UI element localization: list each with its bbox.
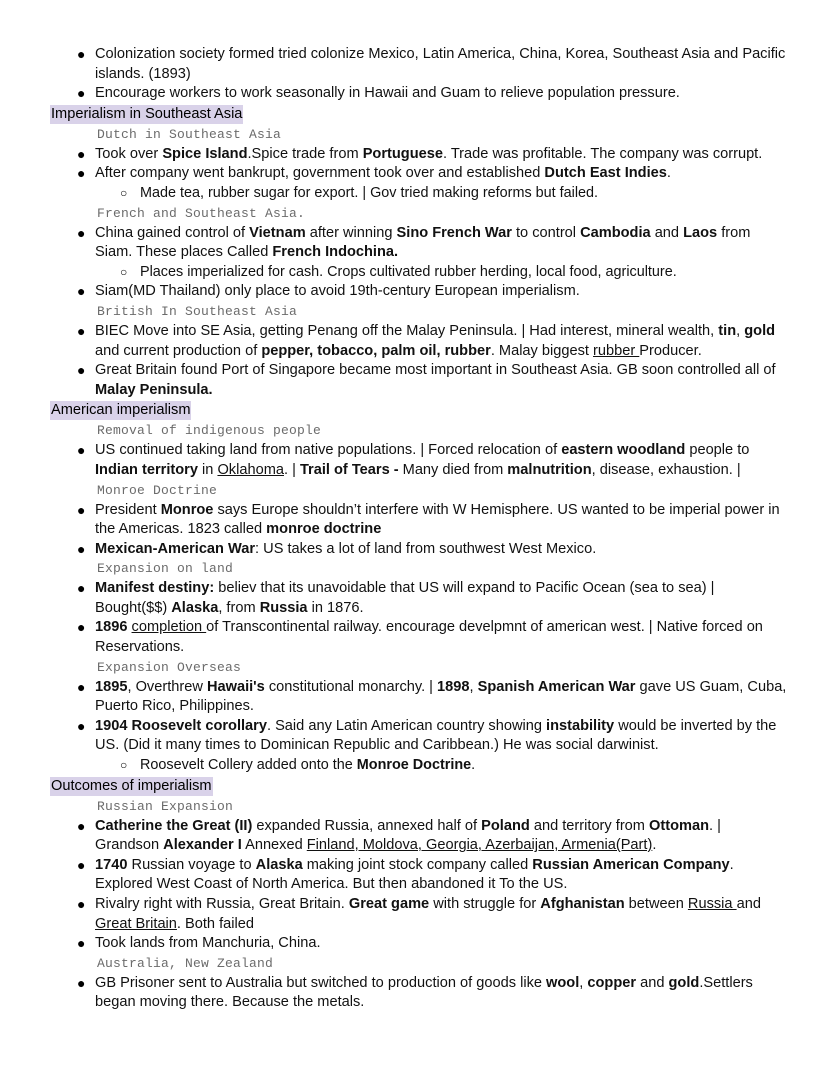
plain-text: , disease, exhaustion. | (591, 461, 741, 478)
underlined-text: Great Britain (95, 915, 177, 932)
plain-text: Made tea, rubber sugar for export. | Gov tried making reforms but failed. (140, 184, 599, 201)
plain-text: and (636, 974, 669, 991)
plain-text: Rivalry right with Russia, Great Britain. (95, 896, 349, 912)
bold-text: Poland (481, 817, 530, 834)
plain-text: . (652, 837, 657, 854)
plain-text: Colonization society formed tried colonize Mexico, Latin America, China, Korea, Southeast Asia and Pacific islands. (1893) (95, 46, 786, 82)
notes-body (50, 45, 788, 1013)
bullet-siam-thailand (77, 282, 788, 302)
bold-text: Dutch East Indies (544, 165, 667, 182)
bullet-encourage-workers (77, 84, 788, 104)
plain-text: and (650, 224, 684, 241)
bold-text: Cambodia (580, 224, 651, 241)
bullet-mexican-american-war (77, 540, 788, 560)
plain-text: BIEC Move into SE Asia, getting Penang off the Malay Peninsula. | Had interest, mineral wealth, (95, 322, 719, 339)
plain-text: GB Prisoner sent to Australia but switched to production of goods like (95, 974, 547, 991)
bullet-transcontinental-railway (77, 618, 788, 657)
bold-text: pepper, tobacco, palm oil, rubber (261, 342, 491, 359)
subheading-expansion-overseas: Expansion Overseas (97, 659, 242, 675)
bullet-places-imperialized-for-cash (120, 263, 788, 283)
bullet-disc-icon: ● (77, 322, 86, 339)
plain-text: , from (218, 599, 260, 616)
bullet-great-game (77, 895, 788, 934)
bullet-text (95, 541, 596, 557)
bullet-disc-icon: ● (77, 856, 86, 873)
plain-text: would be inverted by the US. (Did it many times to Dominican Republic and Caribbean.) He was social darwinist. (95, 717, 777, 754)
plain-text: to control (511, 224, 581, 241)
bullet-disc-icon: ● (77, 540, 86, 557)
underlined-text: completion (131, 619, 207, 636)
subheading-australia-new-zealand: Australia, New Zealand (97, 955, 274, 971)
bullet-disc-icon: ● (77, 896, 86, 912)
bold-text: Catherine the Great (II) (95, 817, 253, 834)
heading-imperialism-in-southeast-asia (50, 105, 788, 124)
subheading-dutch-in-southeast-asia: Dutch in Southeast Asia (97, 126, 282, 142)
bullet-text (140, 185, 598, 201)
plain-text: , (736, 322, 745, 339)
bold-text: eastern woodland (561, 442, 686, 459)
bullet-roosevelt-collery (120, 756, 788, 776)
highlight-span: Outcomes of imperialism (51, 777, 212, 794)
plain-text: constitutional monarchy. | (264, 678, 438, 695)
bold-text: Monroe Doctrine (356, 757, 472, 774)
plain-text: in (197, 461, 218, 478)
bold-text: Spanish American War (477, 678, 636, 695)
plain-text: of Transcontinental railway. encourage develpmnt of american west. | Native forced on Reservations. (95, 619, 763, 656)
bullet-russian-american-company (77, 856, 788, 895)
bullet-disc-icon: ● (77, 442, 86, 459)
bold-text: 1904 Roosevelt corollary (95, 717, 267, 734)
bullet-text (95, 225, 750, 261)
plain-text: Producer. (639, 342, 702, 359)
bullet-manchuria (77, 934, 788, 954)
plain-text: after winning (305, 224, 397, 241)
bold-text: French Indochina. (272, 244, 399, 261)
bullet-disc-icon: ● (77, 619, 86, 636)
plain-text: China gained control of (95, 224, 250, 241)
bold-text: Spice Island (162, 145, 248, 162)
subheading-french-and-southeast-asia: French and Southeast Asia. (97, 205, 306, 221)
plain-text: and current production of (95, 342, 262, 359)
bullet-text (140, 264, 677, 280)
bold-text: 1896 (95, 619, 128, 636)
bullet-gb-prisoners-australia (77, 974, 788, 1013)
bullet-circle-icon: ○ (120, 758, 128, 773)
subheading-british-in-southeast-asia: British In Southeast Asia (97, 303, 298, 319)
bullet-roosevelt-corollary (77, 717, 788, 756)
bold-text: Alexander I (163, 837, 242, 854)
bullet-text (95, 323, 775, 359)
bullet-text (95, 165, 671, 181)
bullet-text (95, 935, 321, 951)
bullet-manifest-destiny (77, 579, 788, 618)
subheading-monroe-doctrine: Monroe Doctrine (97, 482, 218, 498)
bullet-biec-malay-peninsula (77, 322, 788, 361)
bold-text: 1740 (95, 856, 128, 873)
plain-text: After company went bankrupt, government took over and established (95, 165, 545, 182)
bullet-disc-icon: ● (77, 46, 86, 62)
plain-text: . Malay biggest (490, 342, 594, 359)
bold-text: monroe doctrine (266, 521, 382, 538)
subheading-expansion-on-land: Expansion on land (97, 561, 234, 577)
bold-text: Great game (348, 896, 430, 912)
bullet-trail-of-tears (77, 441, 788, 480)
plain-text: . Explored West Coast of North America. But then abandoned it To the US. (95, 856, 734, 893)
bold-text: Afghanistan (540, 896, 625, 912)
bullet-disc-icon: ● (77, 362, 86, 379)
plain-text: , Overthrew (127, 678, 207, 695)
bullet-disc-icon: ● (77, 283, 86, 300)
plain-text: Great Britain found Port of Singapore became most important in Southeast Asia. GB soon controlled all of (95, 362, 776, 379)
plain-text: Encourage workers to work seasonally in Hawaii and Guam to relieve population pressure. (95, 85, 680, 102)
bullet-disc-icon: ● (77, 580, 86, 597)
underlined-text: Oklahoma (217, 461, 284, 478)
bold-text: Sino French War (396, 224, 512, 241)
bullet-text (95, 580, 714, 616)
plain-text: Took lands from Manchuria, China. (95, 935, 321, 952)
heading-outcomes-of-imperialism (50, 777, 788, 796)
underlined-text: Russia (687, 896, 737, 912)
plain-text: Roosevelt Collery added onto the (140, 757, 357, 774)
plain-text: US continued taking land from native populations. | Forced relocation of (95, 442, 562, 459)
bullet-disc-icon: ● (77, 85, 86, 102)
highlight-span: American imperialism (51, 402, 191, 419)
bold-text: wool (546, 974, 580, 991)
bullet-disc-icon: ● (77, 501, 86, 518)
heading-american-imperialism (50, 401, 788, 420)
plain-text: . Said any Latin American country showing (266, 717, 547, 734)
plain-text: . | (283, 461, 300, 478)
bold-text: Hawaii's (206, 678, 265, 695)
bold-text: copper (587, 974, 637, 991)
plain-text: Places imperialized for cash. Crops cultivated rubber herding, local food, agriculture. (140, 263, 677, 280)
plain-text: : US takes a lot of land from southwest West Mexico. (255, 540, 597, 557)
plain-text: . (666, 165, 671, 182)
bold-text: Trail of Tears - (299, 461, 399, 478)
plain-text: President (95, 501, 161, 518)
bold-text: Laos (683, 224, 718, 241)
bullet-disc-icon: ● (77, 717, 86, 734)
subheading-removal-of-indigenous-people: Removal of indigenous people (97, 423, 322, 439)
bullet-text (95, 362, 776, 398)
plain-text: believ that its unavoidable that US will expand to Pacific Ocean (sea to sea) | Bought($$) (95, 580, 715, 616)
bullet-made-tea-rubber-sugar (120, 184, 788, 204)
plain-text: , (469, 678, 478, 695)
bullet-hawaii-spanish-american-war (77, 678, 788, 717)
plain-text: with struggle for (429, 896, 541, 912)
bold-text: Alaska (171, 599, 219, 616)
bullet-disc-icon: ● (77, 145, 86, 162)
bold-text: Malay Peninsula. (95, 381, 213, 398)
plain-text: . Both failed (176, 915, 254, 932)
bullet-disc-icon: ● (77, 165, 86, 182)
bullet-president-monroe (77, 501, 788, 540)
plain-text: Siam(MD Thailand) only place to avoid 19th-century European imperialism. (95, 283, 580, 300)
underlined-text: Finland, Moldova, Georgia, Azerbaijan, Armenia(Part) (306, 837, 653, 854)
plain-text: , (579, 974, 588, 991)
bullet-text (95, 718, 776, 754)
bullet-text (95, 502, 780, 538)
bullet-port-of-singapore (77, 361, 788, 400)
bullet-disc-icon: ● (77, 974, 86, 991)
bold-text: gold (668, 974, 700, 991)
bullet-dutch-east-indies (77, 164, 788, 184)
bold-text: Vietnam (249, 224, 306, 241)
bullet-text (95, 857, 734, 893)
plain-text: between (624, 896, 688, 912)
bullet-text (95, 442, 749, 478)
bold-text: tin (718, 322, 737, 339)
bullet-text (95, 283, 580, 299)
bold-text: Ottoman (649, 817, 710, 834)
bold-text: Indian territory (95, 461, 198, 478)
bullet-disc-icon: ● (77, 224, 86, 241)
plain-text: making joint stock company called (302, 856, 533, 873)
plain-text: .Spice trade from (247, 145, 363, 162)
plain-text: and (736, 896, 761, 912)
plain-text: expanded Russia, annexed half of (252, 817, 482, 834)
bold-text: Portuguese (362, 145, 443, 162)
plain-text: . Trade was profitable. The company was corrupt. (442, 145, 763, 162)
plain-text: Russian voyage to (127, 856, 256, 873)
bold-text: 1898 (437, 678, 470, 695)
bullet-text (95, 46, 785, 82)
bullet-catherine-the-great (77, 817, 788, 856)
plain-text: people to (685, 442, 750, 459)
bullet-circle-icon: ○ (120, 185, 128, 200)
bullet-text (140, 757, 475, 773)
bullet-disc-icon: ● (77, 935, 86, 952)
bold-text: instability (546, 717, 615, 734)
plain-text: and territory from (529, 817, 650, 834)
bullet-text (95, 146, 762, 162)
plain-text: says Europe shouldn’t interfere with W Hemisphere. US wanted to be imperial power in the Americas. 1823 called (95, 501, 780, 538)
bullet-text (95, 896, 761, 932)
plain-text: .Settlers began moving there. Because the metals. (95, 974, 753, 1011)
bullet-spice-island (77, 145, 788, 165)
bold-text: Monroe (160, 501, 214, 518)
bold-text: 1895 (95, 678, 128, 695)
plain-text: Annexed (241, 837, 307, 854)
bullet-text (95, 619, 763, 655)
plain-text: gave US Guam, Cuba, Puerto Rico, Philippines. (95, 678, 787, 715)
underlined-text: rubber (593, 342, 640, 359)
bold-text: Russia (259, 599, 308, 616)
bullet-disc-icon: ● (77, 817, 86, 834)
bold-text: gold (744, 322, 776, 339)
highlight-span: Imperialism in Southeast Asia (51, 105, 243, 122)
bullet-colonization-society (77, 45, 788, 84)
bullet-text (95, 679, 786, 715)
plain-text: Took over (95, 145, 163, 162)
bold-text: Alaska (255, 856, 303, 873)
plain-text: in 1876. (307, 599, 364, 616)
bold-text: Russian American Company (532, 856, 730, 873)
bullet-text (95, 85, 680, 101)
bullet-text (95, 818, 721, 854)
plain-text: from Siam. These places Called (95, 224, 751, 261)
plain-text: . (471, 757, 476, 774)
bullet-circle-icon: ○ (120, 264, 128, 279)
bullet-disc-icon: ● (77, 678, 86, 695)
bold-text: malnutrition (507, 461, 592, 478)
plain-text: Many died from (398, 461, 508, 478)
bold-text: Mexican-American War (95, 540, 256, 557)
bold-text: Manifest destiny: (95, 580, 215, 597)
bullet-text (95, 975, 753, 1011)
bullet-french-indochina (77, 224, 788, 263)
subheading-russian-expansion: Russian Expansion (97, 798, 234, 814)
plain-text: . | Grandson (95, 817, 721, 854)
